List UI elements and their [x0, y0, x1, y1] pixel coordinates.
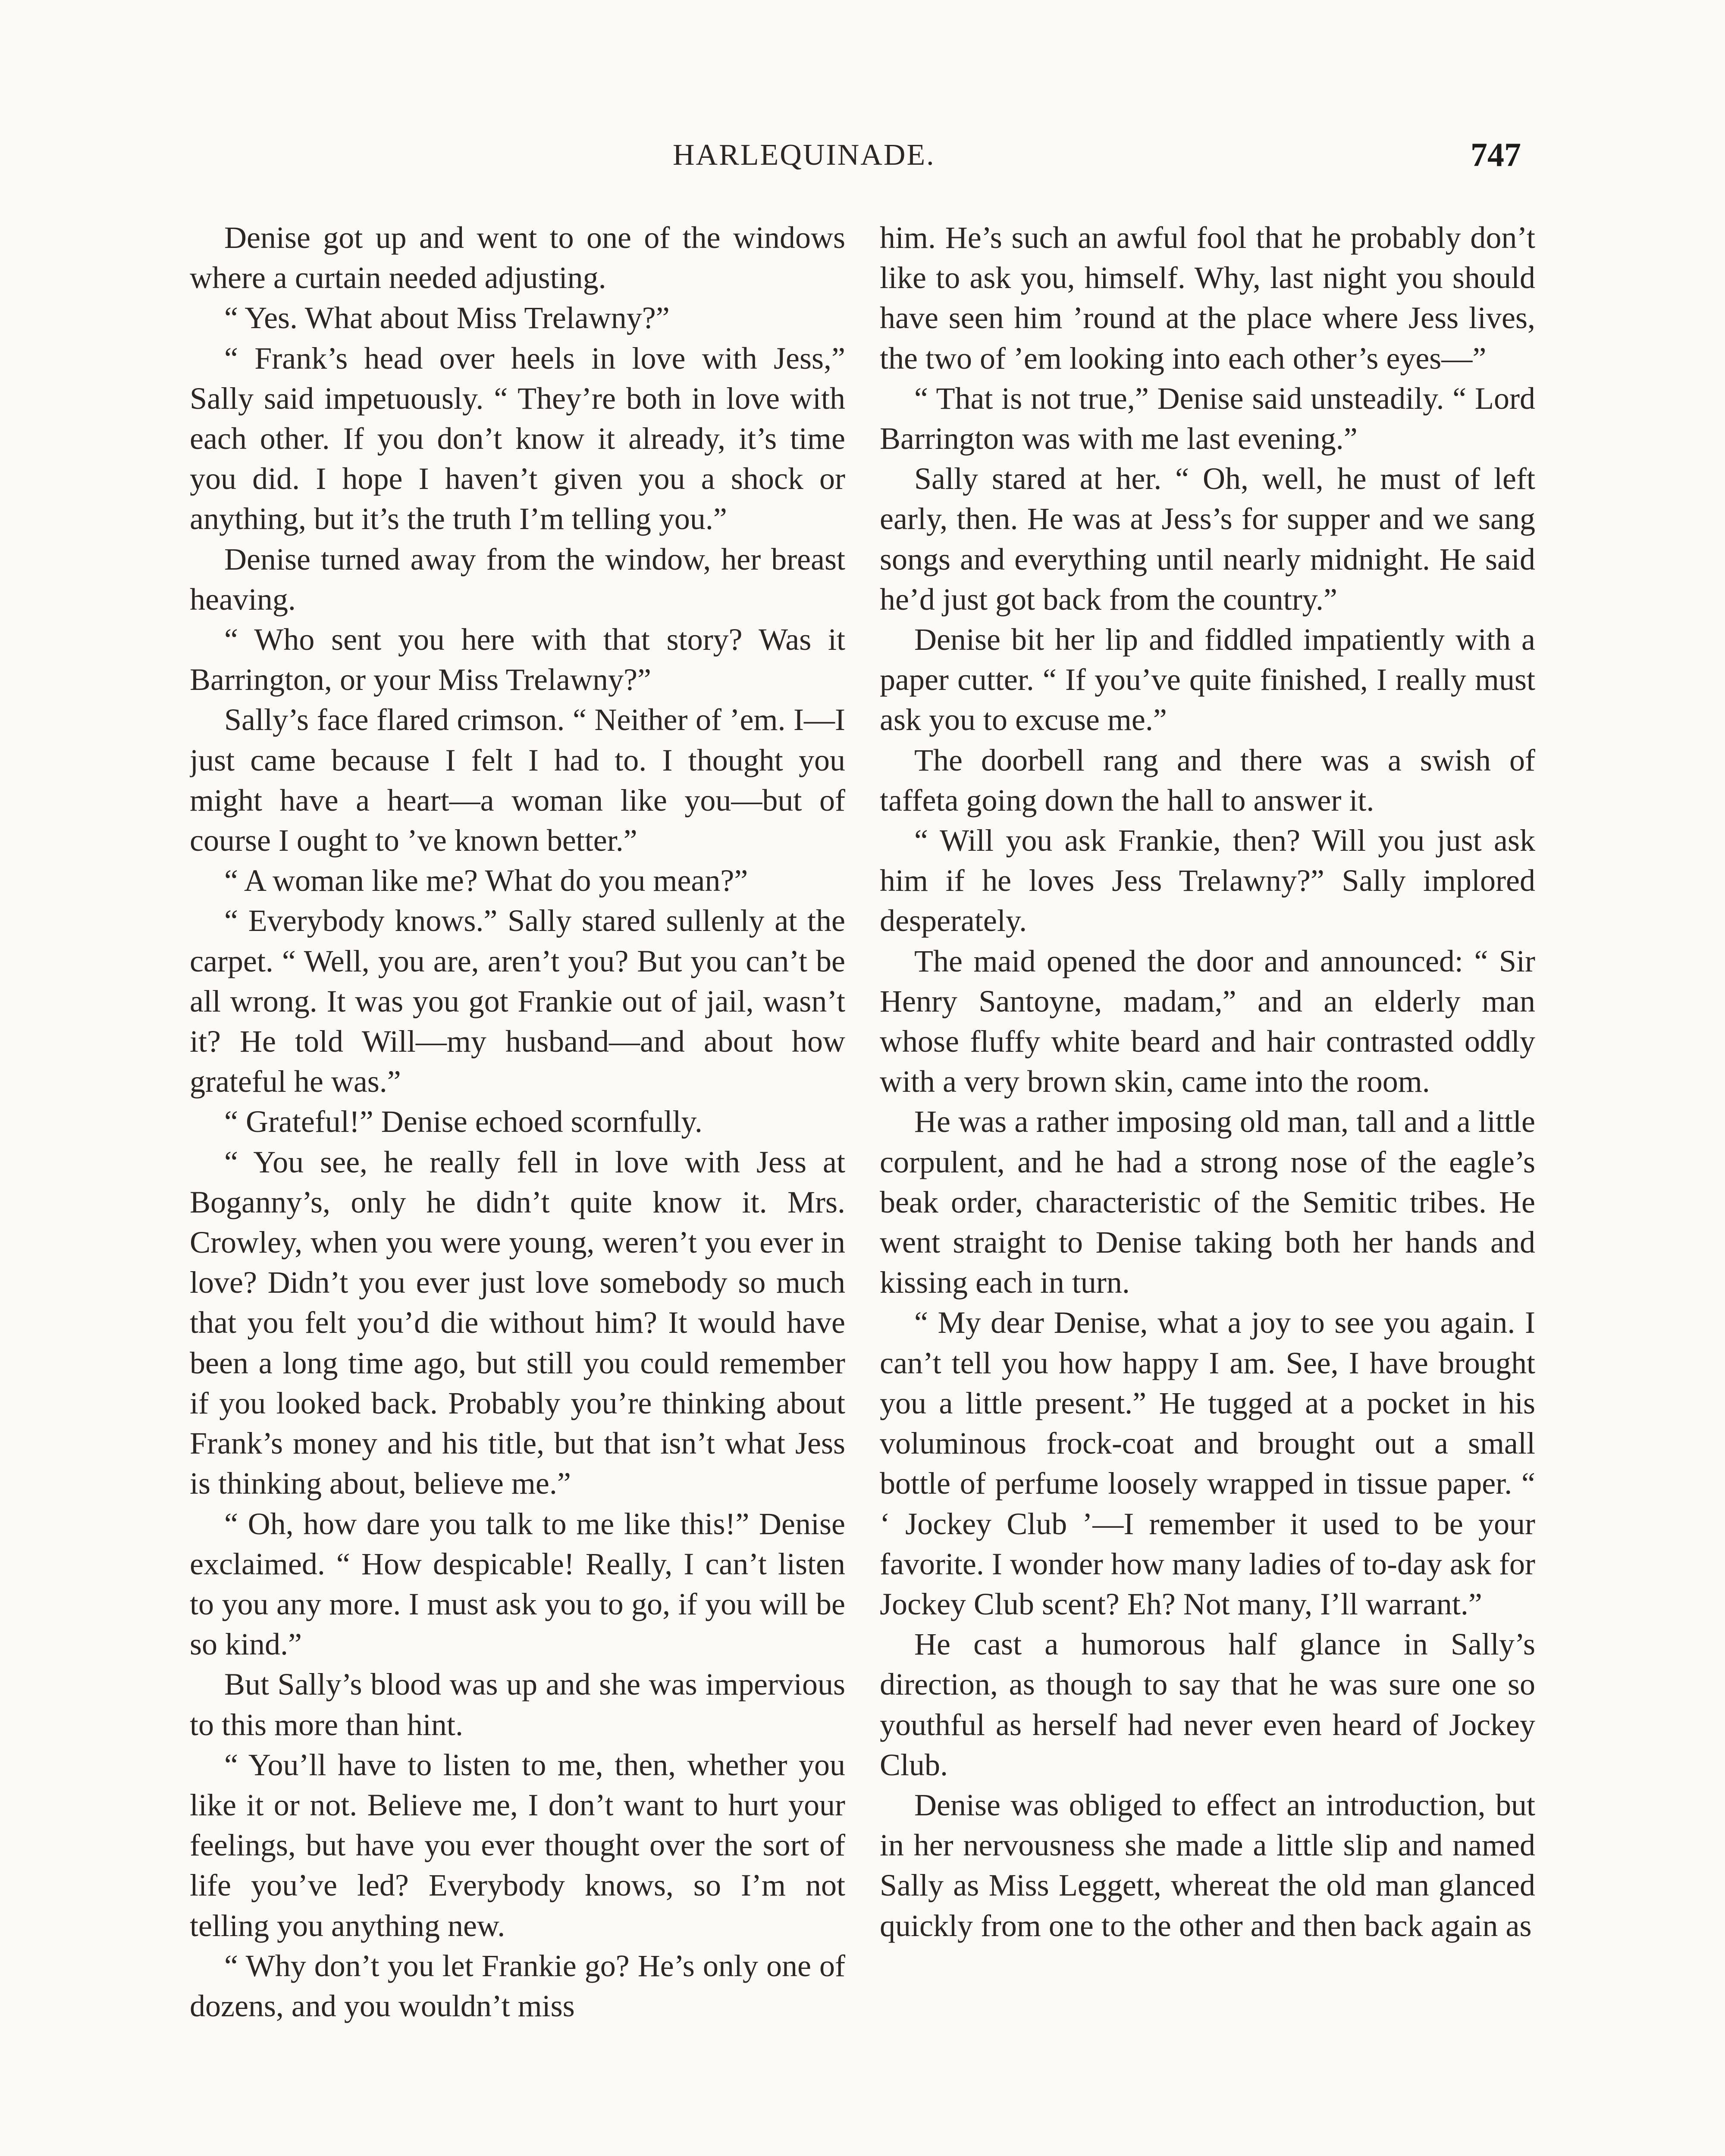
page-number: 747	[1471, 136, 1521, 173]
paragraph: He was a rather imposing old man, tall and a little corpulent, and he had a strong nose of the eagle’s beak order, characteristic of the Semitic tribes. He went straight to Denise taking both her hands and kissing each in turn.	[880, 1104, 1535, 1300]
paragraph: “ Frank’s head over heels in love with Jess,” Sally said impetuously. “ They’re both in love with each other. If you don’t know it already, it’s time you did. I hope I haven’t given you a shock or anything, but it’s the truth I’m telling you.”	[190, 341, 845, 536]
paragraph: “ Everybody knows.” Sally stared sullenly at the carpet. “ Well, you are, aren’t you? But you can’t be all wrong. It was you got Frankie out of jail, wasn’t it? He told Will—my husband—and about how grateful he was.”	[190, 903, 845, 1099]
paragraph: Denise bit her lip and fiddled impatiently with a paper cutter. “ If you’ve quite finished, I really must ask you to excuse me.”	[880, 622, 1535, 737]
paragraph: He cast a humorous half glance in Sally’s direction, as though to say that he was sure one so youthful as herself had never even heard of Jockey Club.	[880, 1627, 1535, 1782]
text-column-left	[190, 218, 845, 2156]
text-column-right	[880, 218, 1535, 2156]
paragraph: “ Who sent you here with that story? Was it Barrington, or your Miss Trelawny?”	[190, 622, 845, 697]
paragraph: “ Yes. What about Miss Trelawny?”	[224, 301, 670, 335]
paragraph: The maid opened the door and announced: “ Sir Henry Santoyne, madam,” and an elderly man whose fluffy white beard and hair contrasted oddly with a very brown skin, came into the room.	[880, 943, 1535, 1099]
paragraph: “ My dear Denise, what a joy to see you again. I can’t tell you how happy I am. See, I have brought you a little present.” He tugged at a pocket in his voluminous frock-coat and brought out a small bottle of perfume loosely wrapped in tissue paper. “ ‘ Jockey Club ’—I remember it used to be your favorite. I wonder how many ladies of to-day ask for Jockey Club scent? Eh? Not many, I’ll warrant.”	[880, 1305, 1535, 1621]
paragraph: “ That is not true,” Denise said unsteadily. “ Lord Barrington was with me last evening.”	[880, 381, 1535, 456]
paragraph: “ Will you ask Frankie, then? Will you just ask him if he loves Jess Trelawny?” Sally implored desperately.	[880, 823, 1535, 938]
paragraph: Sally’s face flared crimson. “ Neither of ’em. I—I just came because I felt I had to. I thought you might have a heart—a woman like you—but of course I ought to ’ve known better.”	[190, 702, 845, 858]
paragraph: “ Why don’t you let Frankie go? He’s only one of dozens, and you wouldn’t miss	[190, 1948, 845, 2023]
paragraph: Denise turned away from the window, her breast heaving.	[190, 542, 845, 617]
paragraph-continuation: him. He’s such an awful fool that he probably don’t like to ask you, himself. Why, last night you should have seen him ’round at the place where Jess lives, the two of ’em looking into each other’s eyes—”	[880, 220, 1535, 376]
paragraph: Denise got up and went to one of the windows where a curtain needed adjusting.	[190, 220, 845, 295]
paragraph: The doorbell rang and there was a swish of taffeta going down the hall to answer it.	[880, 743, 1535, 818]
paragraph: “ A woman like me? What do you mean?”	[224, 863, 748, 898]
paragraph: Denise was obliged to effect an introduction, but in her nervousness she made a little slip and named Sally as Miss Leggett, whereat the old man glanced quickly from one to the other and then back again as	[880, 1787, 1535, 1943]
paragraph: “ Grateful!” Denise echoed scornfully.	[224, 1104, 703, 1139]
paragraph: Sally stared at her. “ Oh, well, he must of left early, then. He was at Jess’s for supper and we sang songs and everything until nearly midnight. He said he’d just got back from the country.”	[880, 461, 1535, 617]
paragraph: “ Oh, how dare you talk to me like this!” Denise exclaimed. “ How despicable! Really, I can’t listen to you any more. I must ask you to go, if you will be so kind.”	[190, 1506, 845, 1662]
page-header	[0, 134, 1725, 181]
paragraph: “ You see, he really fell in love with Jess at Boganny’s, only he didn’t quite know it. Mrs. Crowley, when you were young, weren’t you ever in love? Didn’t you ever just love somebody so much that you felt you’d die without him? It would have been a long time ago, but still you could remember if you looked back. Probably you’re thinking about Frank’s money and his title, but that isn’t what Jess is thinking about, believe me.”	[190, 1144, 845, 1501]
running-title: HARLEQUINADE.	[673, 138, 935, 172]
paragraph: But Sally’s blood was up and she was impervious to this more than hint.	[190, 1667, 845, 1742]
paragraph: “ You’ll have to listen to me, then, whether you like it or not. Believe me, I don’t want to hurt your feelings, but have you ever thought over the sort of life you’ve led? Everybody knows, so I’m not telling you anything new.	[190, 1747, 845, 1943]
